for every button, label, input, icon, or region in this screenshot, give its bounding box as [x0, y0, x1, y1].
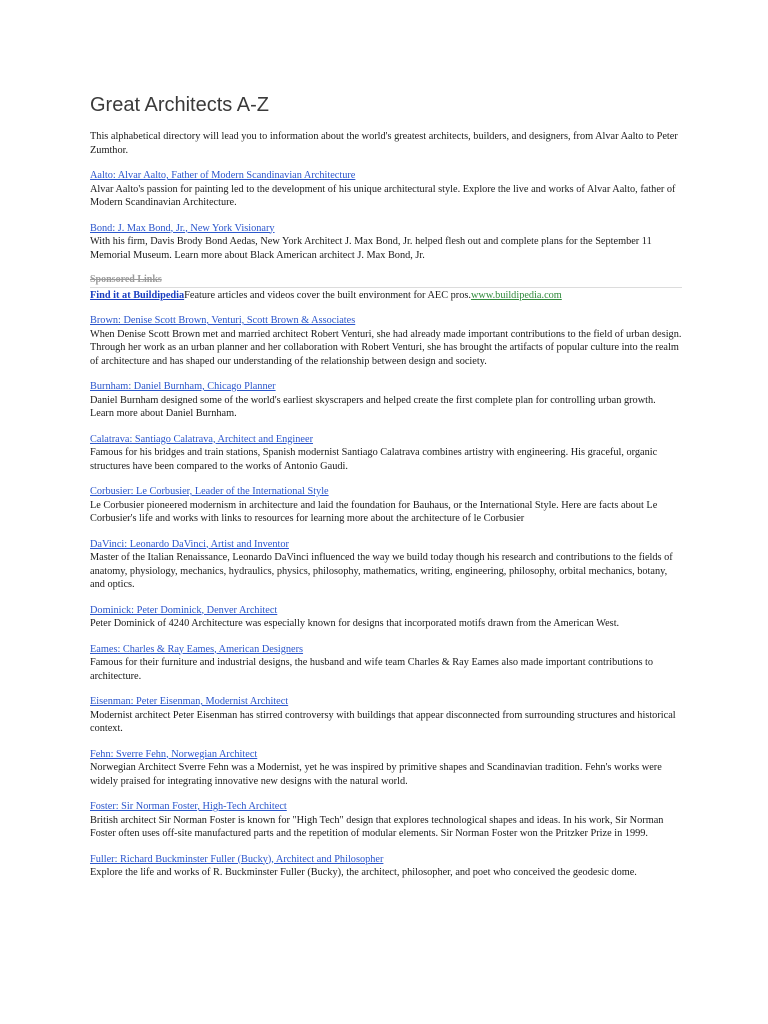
entry-link-dominick[interactable]: Dominick: Peter Dominick, Denver Architect: [90, 604, 278, 616]
entry-corbusier: [90, 485, 682, 526]
sponsored-links-box: [90, 274, 682, 302]
entry-link-foster[interactable]: Foster: Sir Norman Foster, High-Tech Architect: [90, 801, 287, 812]
entry-eames: [90, 643, 682, 684]
entry-fuller: [90, 853, 682, 880]
sponsored-ad-text: Feature articles and videos cover the built environment for AEC pros.: [184, 290, 471, 301]
entry-calatrava: [90, 433, 682, 474]
entry-eisenman: [90, 695, 682, 736]
entry-link-bond[interactable]: Bond: J. Max Bond, Jr., New York Visionary: [90, 222, 275, 234]
sponsored-ad-url[interactable]: www.buildipedia.com: [470, 290, 562, 301]
entry-davinci: [90, 538, 682, 592]
entry-desc-foster: British architect Sir Norman Foster is known for "High Tech" design that explores technological shapes and ideas. In his work, Sir Norman Foster often uses off-site manufactured parts and the repetition of modular elements. Sir Norman Foster won the Pritzker Prize in 1999.: [90, 814, 664, 839]
entry-desc-aalto: Alvar Aalto's passion for painting led to the development of his unique architectural style. Explore the live and works of Alvar Aalto, father of Modern Scandinavian Architecture.: [90, 183, 676, 208]
entry-fehn: [90, 748, 682, 789]
entry-link-brown[interactable]: Brown: Denise Scott Brown, Venturi, Scott Brown & Associates: [90, 315, 356, 326]
entry-desc-bond: With his firm, Davis Brody Bond Aedas, New York Architect J. Max Bond, Jr. helped flesh out and complete plans for the September 11 Memorial Museum. Learn more about Black American architect J. Max Bond, Jr.: [90, 236, 652, 261]
entries-before-ad: [90, 169, 682, 262]
entry-link-corbusier[interactable]: Corbusier: Le Corbusier, Leader of the International Style: [90, 486, 329, 497]
sponsored-ad: [90, 289, 682, 302]
entry-desc-fuller: Explore the life and works of R. Buckminster Fuller (Bucky), the architect, philosopher, and poet who conceived the geodesic dome.: [90, 867, 637, 878]
entry-desc-dominick: Peter Dominick of 4240 Architecture was especially known for designs that incorporated motifs drawn from the American West.: [90, 618, 620, 629]
entry-brown: [90, 314, 682, 368]
sponsored-ad-link[interactable]: Find it at Buildipedia: [90, 290, 185, 301]
entry-link-burnham[interactable]: Burnham: Daniel Burnham, Chicago Planner: [90, 381, 276, 392]
entry-dominick: [90, 604, 682, 631]
intro-paragraph: This alphabetical directory will lead you to information about the world's greatest architects, builders, and designers, from Alvar Aalto to Peter Zumthor.: [90, 131, 678, 156]
entry-desc-calatrava: Famous for his bridges and train stations, Spanish modernist Santiago Calatrava combines artistry with engineering. His graceful, organic structures have been compared to the works of Antonio Gaudi.: [90, 447, 658, 472]
entry-desc-davinci: Master of the Italian Renaissance, Leonardo DaVinci influenced the way we build today though his research and contributions to the fields of anatomy, physiology, mechanics, hydraulics, physics, philosophy, mathematics, writing, engineering, philosophy, orbital mechanics, botany, and optics.: [90, 552, 673, 590]
entry-desc-eisenman: Modernist architect Peter Eisenman has stirred controversy with buildings that appear disconnected from surrounding structures and historical context.: [90, 709, 676, 734]
entry-link-eisenman[interactable]: Eisenman: Peter Eisenman, Modernist Architect: [90, 696, 289, 707]
entry-aalto: [90, 169, 682, 210]
entry-bond: [90, 222, 682, 263]
entry-link-aalto[interactable]: Aalto: Alvar Aalto, Father of Modern Scandinavian Architecture: [90, 170, 356, 181]
entry-link-calatrava[interactable]: Calatrava: Santiago Calatrava, Architect and Engineer: [90, 433, 314, 445]
entry-link-fehn[interactable]: Fehn: Sverre Fehn, Norwegian Architect: [90, 748, 258, 760]
entry-link-davinci[interactable]: DaVinci: Leonardo DaVinci, Artist and Inventor: [90, 538, 289, 550]
entry-link-eames[interactable]: Eames: Charles & Ray Eames, American Designers: [90, 643, 304, 655]
sponsored-label: Sponsored Links: [90, 274, 682, 288]
entry-desc-brown: When Denise Scott Brown met and married architect Robert Venturi, she had already made important contributions to the field of urban design. Through her work as an urban planner and her collaboration with Robert Venturi, she has brought the artifacts of popular culture into the realm of architecture and has shaped our understanding of the relationship between design and society.: [90, 328, 682, 367]
entries-after-ad: [90, 314, 682, 880]
entry-desc-burnham: Daniel Burnham designed some of the world's earliest skyscrapers and helped create the first complete plan for controlling urban growth. Learn more about Daniel Burnham.: [90, 394, 656, 419]
entry-desc-corbusier: Le Corbusier pioneered modernism in architecture and laid the foundation for Bauhaus, or the International Style. Here are facts about Le Corbusier's life and works with links to resources for learning more about the architecture of le Corbusier: [90, 499, 658, 524]
document-page: [90, 92, 682, 892]
entry-foster: [90, 800, 682, 841]
entry-desc-eames: Famous for their furniture and industrial designs, the husband and wife team Charles & Ray Eames also made important contributions to architecture.: [90, 657, 654, 682]
entry-link-fuller[interactable]: Fuller: Richard Buckminster Fuller (Bucky), Architect and Philosopher: [90, 853, 384, 865]
entry-desc-fehn: Norwegian Architect Sverre Fehn was a Modernist, yet he was inspired by primitive shapes and Scandinavian tradition. Fehn's works were widely praised for integrating innovative new designs with the natural world.: [90, 762, 662, 787]
page-title: Great Architects A-Z: [90, 94, 269, 116]
entry-burnham: [90, 380, 682, 421]
